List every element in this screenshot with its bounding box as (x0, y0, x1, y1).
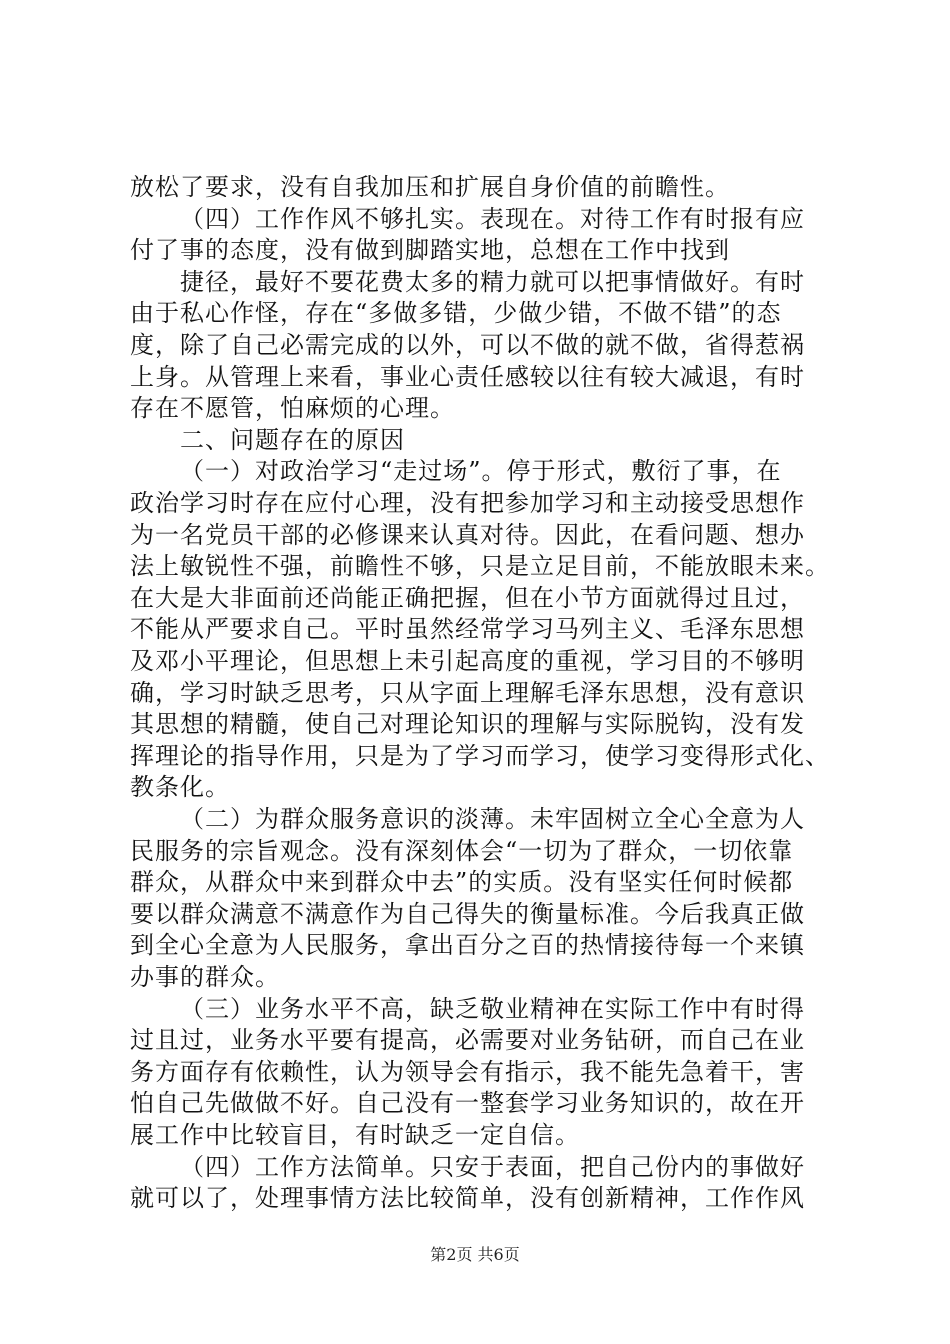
text-line: 务方面存有依赖性，认为领导会有指示，我不能先急着干，害 (130, 1057, 805, 1086)
text-line: 在大是大非面前还尚能正确把握，但在小节方面就得过且过， (130, 583, 805, 612)
text-line: （一）对政治学习“走过场”。停于形式，敷衍了事，在 (180, 457, 782, 486)
text-line: 办事的群众。 (130, 963, 280, 991)
text-line: 存在不愿管，怕麻烦的心理。 (130, 394, 455, 423)
text-line: 挥理论的指导作用，只是为了学习而学习，使学习变得形式化、 (130, 741, 830, 770)
text-line: 不能从严要求自己。平时虽然经常学习马列主义、毛泽东思想 (130, 615, 805, 644)
text-line: 捷径，最好不要花费太多的精力就可以把事情做好。有时 (180, 267, 805, 296)
text-line: 民服务的宗旨观念。没有深刻体会“一切为了群众，一切依靠 (130, 836, 794, 865)
text-line: （二）为群众服务意识的淡薄。未牢固树立全心全意为人 (180, 805, 805, 833)
text-line: 政治学习时存在应付心理，没有把参加学习和主动接受思想作 (130, 489, 805, 517)
text-line: 付了事的态度，没有做到脚踏实地，总想在工作中找到 (130, 236, 730, 265)
text-line: 上身。从管理上来看，事业心责任感较以往有较大减退，有时 (130, 362, 805, 391)
text-line: 到全心全意为人民服务，拿出百分之百的热情接待每一个来镇 (130, 931, 805, 960)
text-line: 要以群众满意不满意作为自己得失的衡量标准。今后我真正做 (130, 899, 805, 928)
text-line: 及邓小平理论，但思想上未引起高度的重视，学习目的不够明 (130, 647, 805, 675)
text-line: 法上敏锐性不强，前瞻性不够，只是立足目前，不能放眼未来。 (130, 552, 830, 581)
page-footer: 第2页 共6页 (430, 1245, 520, 1264)
text-line: 怕自己先做做不好。自己没有一整套学习业务知识的，故在开 (130, 1089, 805, 1118)
section-heading: 二、问题存在的原因 (180, 425, 405, 454)
text-line: 展工作中比较盲目，有时缺乏一定自信。 (130, 1121, 580, 1149)
text-line: 确，学习时缺乏思考，只从字面上理解毛泽东思想，没有意识 (130, 678, 805, 707)
text-line: 教条化。 (130, 773, 230, 802)
text-line: 度，除了自己必需完成的以外，可以不做的就不做，省得惹祸 (130, 331, 805, 359)
text-line: 放松了要求，没有自我加压和扩展自身价值的前瞻性。 (130, 173, 730, 201)
text-line: 群众，从群众中来到群众中去”的实质。没有坚实任何时候都 (130, 868, 794, 897)
text-line: （四）工作方法简单。只安于表面，把自己份内的事做好 (180, 1152, 805, 1181)
text-line: （四）工作作风不够扎实。表现在。对待工作有时报有应 (180, 204, 805, 233)
text-line: 就可以了，处理事情方法比较简单，没有创新精神，工作作风 (130, 1184, 805, 1213)
text-line: （三）业务水平不高，缺乏敬业精神在实际工作中有时得 (180, 994, 805, 1023)
text-line: 其思想的精髓，使自己对理论知识的理解与实际脱钩，没有发 (130, 710, 805, 739)
text-line: 过且过，业务水平要有提高，必需要对业务钻研，而自己在业 (130, 1026, 805, 1055)
text-line: 由于私心作怪，存在“多做多错，少做少错，不做不错”的态 (130, 299, 782, 328)
text-line: 为一名党员干部的必修课来认真对待。因此，在看问题、想办 (130, 520, 805, 549)
